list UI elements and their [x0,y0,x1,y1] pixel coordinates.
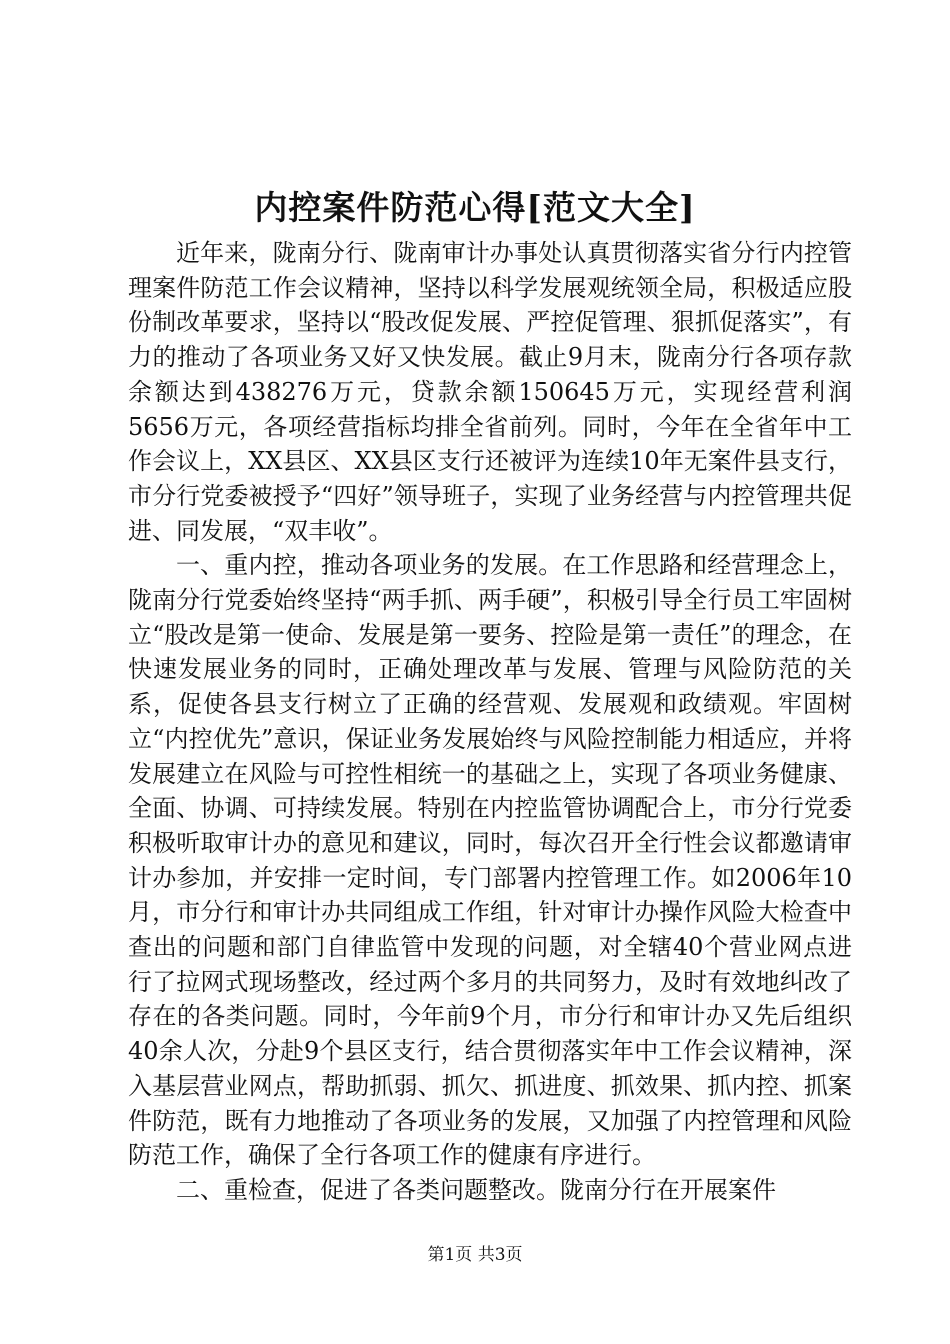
paragraph-section-1: 一、重内控，推动各项业务的发展。在工作思路和经营理念上，陇南分行党委始终坚持“两手抓、两手硬”，积极引导全行员工牢固树立“股改是第一使命、发展是第一要务、控险是第一责任”的理念，在快速发展业务的同时，正确处理改革与发展、管理与风险防范的关系，促使各县支行树立了正确的经营观、发展观和政绩观。牢固树立“内控优先”意识，保证业务发展始终与风险控制能力相适应，并将发展建立在风险与可控性相统一的基础之上，实现了各项业务健康、全面、协调、可持续发展。特别在内控监管协调配合上，市分行党委积极听取审计办的意见和建议，同时，每次召开全行性会议都邀请审计办参加，并安排一定时间，专门部署内控管理工作。如2006年10月，市分行和审计办共同组成工作组，针对审计办操作风险大检查中查出的问题和部门自律监管中发现的问题，对全辖40个营业网点进行了拉网式现场整改，经过两个多月的共同努力，及时有效地纠改了存在的各类问题。同时，今年前9个月，市分行和审计办又先后组织40余人次，分赴9个县区支行，结合贯彻落实年中工作会议精神，深入基层营业网点，帮助抓弱、抓欠、抓进度、抓效果、抓内控、抓案件防范，既有力地推动了各项业务的发展，又加强了内控管理和风险防范工作，确保了全行各项工作的健康有序进行。 [128,551,852,1170]
document-body [128,236,852,1208]
document-title: 内控案件防范心得[范文大全] [254,188,696,227]
paragraph-intro: 近年来，陇南分行、陇南审计办事处认真贯彻落实省分行内控管理案件防范工作会议精神，坚持以科学发展观统领全局，积极适应股份制改革要求，坚持以“股改促发展、严控促管理、狠抓促落实”，有力的推动了各项业务又好又快发展。截止9月末，陇南分行各项存款余额达到438276万元，贷款余额150645万元，实现经营利润5656万元，各项经营指标均排全省前列。同时，今年在全省年中工作会议上，XX县区、XX县区支行还被评为连续10年无案件县支行，市分行党委被授予“四好”领导班子，实现了业务经营与内控管理共促进、同发展，“双丰收”。 [128,239,852,545]
page-number-footer: 第1页 共3页 [427,1245,523,1265]
paragraph-section-2: 二、重检查，促进了各类问题整改。陇南分行在开展案件 [176,1175,776,1204]
